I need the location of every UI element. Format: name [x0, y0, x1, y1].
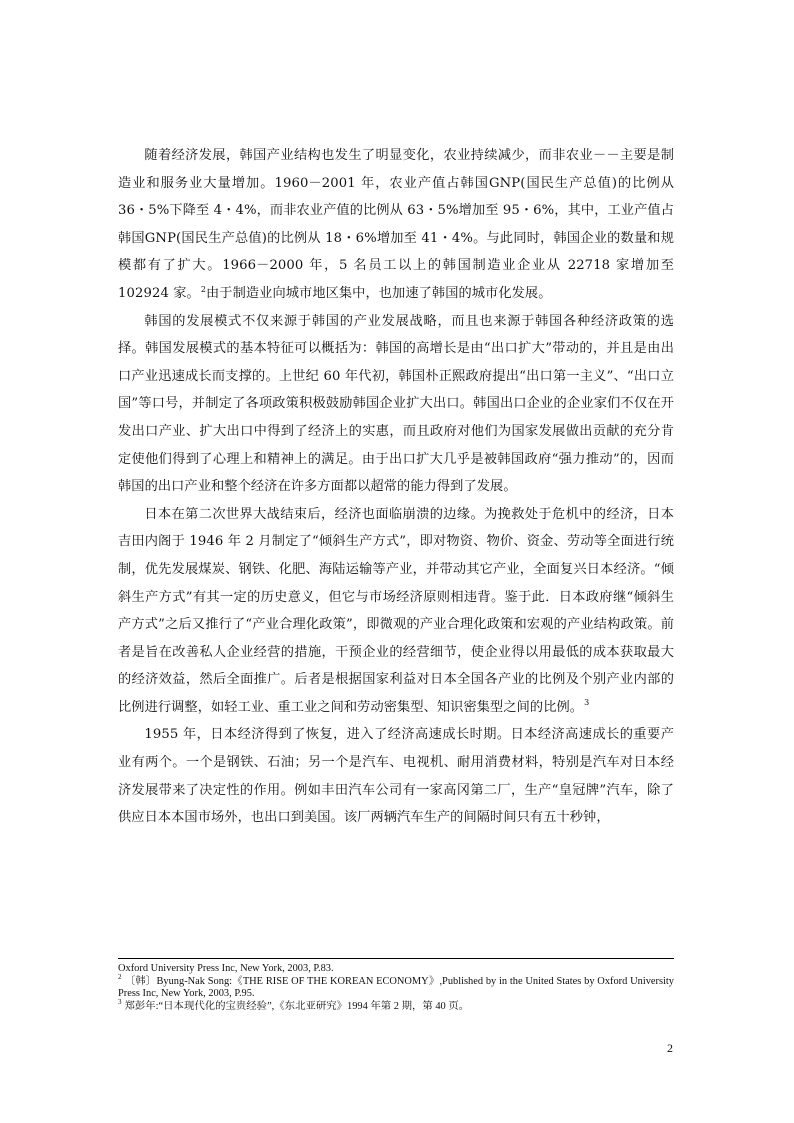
footnote-3	[118, 998, 674, 1014]
paragraph-tail: 由于制造业向城市地区集中，也加速了韩国的城市化发展。	[206, 285, 552, 301]
footnote-mark: 2	[118, 973, 122, 982]
paragraph-japan-postwar	[118, 501, 674, 722]
paragraph-text: 1955 年，日本经济得到了恢复，进入了经济高速成长时期。日本经济高速成长的重要产业有两个。一个是钢铁、石油；另一个是汽车、电视机、耐用消费材料，特别是汽车对日本经济发展带来了决定性的作用。例如丰田汽车公司有一家高冈第二厂，生产“皇冠牌”汽车，除了供应日本本国市场外，也出口到美国。该厂两辆汽车生产的间隔时间只有五十秒钟，	[118, 727, 674, 826]
footnote-continuation	[118, 963, 674, 976]
paragraph-japan-growth	[118, 721, 674, 831]
paragraph-text: 随着经济发展，韩国产业结构也发生了明显变化，农业持续减少，而非农业－－主要是制造业和服务业大量增加。1960－2001 年，农业产值占韩国GNP(国民生产总值)的比例从 36・5%下降至 4・4%，而非农业产值的比例从 63・5%增加至 95・6%，其中，工业产值占韩国GNP(国民生产总值)的比例从 18・6%增加至 41・4%。与此同时，韩国企业的数量和规模都有了扩大。1966－2000 年，5 名员工以上的韩国制造业企业从 22718 家增加至 102924 家。	[118, 148, 674, 301]
paragraph-korea-model	[118, 308, 674, 501]
footnote-ref-2[interactable]: 2	[200, 284, 207, 294]
footnote-text: 郑彭年:“日本现代化的宝贵经验”,《东北亚研究》1994 年第 2 期，第 40 页。	[124, 1000, 470, 1012]
footnote-mark: 3	[118, 998, 122, 1007]
footnote-2	[118, 973, 674, 1001]
footnote-text: Oxford University Press Inc, New York, 2003, P.83.	[118, 963, 334, 974]
body-text	[118, 142, 674, 832]
paragraph-text: 韩国的发展模式不仅来源于韩国的产业发展战略，而且也来源于韩国各种经济政策的选择。韩国发展模式的基本特征可以概括为：韩国的高增长是由“出口扩大”带动的，并且是由出口产业迅速成长而支撑的。上世纪 60 年代初，韩国朴正熙政府提出“出口第一主义”、“出口立国”等口号，并制定了各项政策积极鼓励韩国企业扩大出口。韩国出口企业的企业家们不仅在开发出口产业、扩大出口中得到了经济上的实惠，而且政府对他们为国家发展做出贡献的充分肯定使他们得到了心理上和精神上的满足。由于出口扩大几乎是被韩国政府“强力推动”的，因而韩国的出口产业和整个经济在许多方面都以超常的能力得到了发展。	[118, 313, 674, 495]
paragraph-korea-industry	[118, 142, 674, 308]
page-number: 2	[667, 1041, 673, 1055]
footnote-text: 〔韩〕Byung-Nak Song:《THE RISE OF THE KOREAN ECONOMY》,Published by in the United States by Oxford University Press Inc, New York, 2003, P.95.	[118, 975, 674, 1000]
footnote-divider	[118, 958, 674, 959]
footnote-ref-3[interactable]: 3	[584, 698, 590, 708]
footnotes	[118, 963, 674, 1013]
paragraph-text: 日本在第二次世界大战结束后，经济也面临崩溃的边缘。为挽救处于危机中的经济，日本吉田内阁于 1946 年 2 月制定了“倾斜生产方式”，即对物资、物价、资金、劳动等全面进行统制，优先发展煤炭、钢铁、化肥、海陆运输等产业，并带动其它产业，全面复兴日本经济。“倾斜生产方式”有其一定的历史意义，但它与市场经济原则相违背。鉴于此．日本政府继“倾斜生产方式”之后又推行了“产业合理化政策”，即微观的产业合理化政策和宏观的产业结构政策。前者是旨在改善私人企业经营的措施，干预企业的经营细节，使企业得以用最低的成本获取最大的经济效益，然后全面推广。后者是根据国家利益对日本全国各产业的比例及个别产业内部的比例进行调整，如轻工业、重工业之间和劳动密集型、知识密集型之间的比例。	[118, 506, 674, 715]
